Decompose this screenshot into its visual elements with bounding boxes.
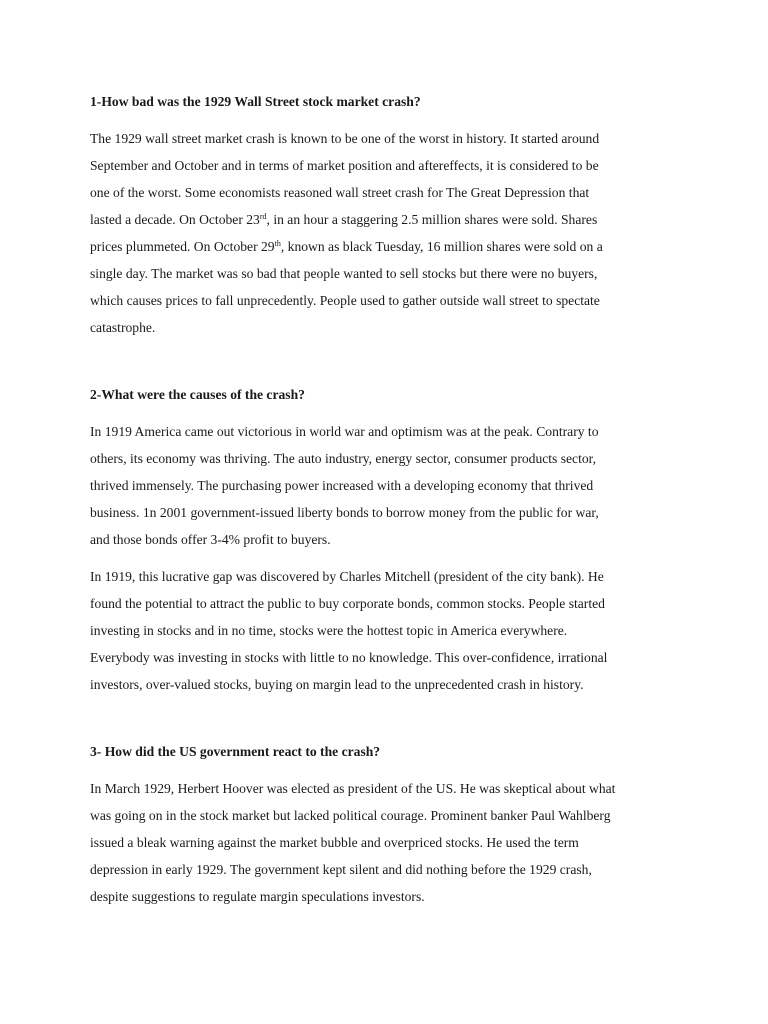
text-line: thrived immensely. The purchasing power increased with a developing economy that thrived — [90, 478, 594, 493]
text-line: which causes prices to fall unprecedently. People used to gather outside wall street to spectate — [90, 293, 600, 308]
text-line — [90, 206, 690, 233]
text-line: depression in early 1929. The government kept silent and did nothing before the 1929 crash, — [90, 862, 592, 877]
section-3-heading: 3- How did the US government react to the crash? — [90, 744, 381, 759]
text-line: catastrophe. — [90, 320, 156, 335]
text-line: one of the worst. Some economists reasoned wall street crash for The Great Depression that — [90, 185, 590, 200]
section-2-heading: 2-What were the causes of the crash? — [90, 387, 305, 402]
text-line: The 1929 wall street market crash is known to be one of the worst in history. It started around — [90, 131, 600, 146]
text-line: others, its economy was thriving. The auto industry, energy sector, consumer products sector, — [90, 451, 597, 466]
text-line: investing in stocks and in no time, stocks were the hottest topic in America everywhere. — [90, 623, 568, 638]
text-line: business. 1n 2001 government-issued liberty bonds to borrow money from the public for war, — [90, 505, 599, 520]
text-fragment: lasted a decade. On October 23 — [90, 212, 260, 227]
text-line: September and October and in terms of market position and aftereffects, it is considered to be — [90, 158, 599, 173]
text-line: In March 1929, Herbert Hoover was elected as president of the US. He was skeptical about what — [90, 781, 616, 796]
text-line: In 1919, this lucrative gap was discovered by Charles Mitchell (president of the city bank). He — [90, 569, 604, 584]
ordinal-suffix: th — [274, 239, 281, 248]
section-2-paragraph-1 — [90, 418, 690, 553]
section-2-paragraph-2 — [90, 563, 690, 698]
text-fragment: , in an hour a staggering 2.5 million shares were sold. Shares — [266, 212, 598, 227]
text-fragment: , known as black Tuesday, 16 million shares were sold on a — [280, 239, 603, 254]
text-line: investors, over-valued stocks, buying on margin lead to the unprecedented crash in history. — [90, 677, 584, 692]
document-page — [90, 88, 690, 910]
text-line: issued a bleak warning against the market bubble and overpriced stocks. He used the term — [90, 835, 579, 850]
text-line: In 1919 America came out victorious in world war and optimism was at the peak. Contrary to — [90, 424, 599, 439]
section-3-paragraph — [90, 775, 690, 910]
ordinal-suffix: rd — [259, 212, 267, 221]
text-line: was going on in the stock market but lacked political courage. Prominent banker Paul Wahlberg — [90, 808, 611, 823]
text-line: Everybody was investing in stocks with little to no knowledge. This over-confidence, irrational — [90, 650, 608, 665]
text-line: and those bonds offer 3-4% profit to buyers. — [90, 532, 331, 547]
section-1-heading: 1-How bad was the 1929 Wall Street stock market crash? — [90, 94, 421, 109]
section-1-paragraph — [90, 125, 690, 341]
text-line: found the potential to attract the public to buy corporate bonds, common stocks. People started — [90, 596, 605, 611]
text-line: despite suggestions to regulate margin speculations investors. — [90, 889, 425, 904]
text-line: single day. The market was so bad that people wanted to sell stocks but there were no buyers, — [90, 266, 598, 281]
text-fragment: prices plummeted. On October 29 — [90, 239, 275, 254]
text-line — [90, 233, 690, 260]
